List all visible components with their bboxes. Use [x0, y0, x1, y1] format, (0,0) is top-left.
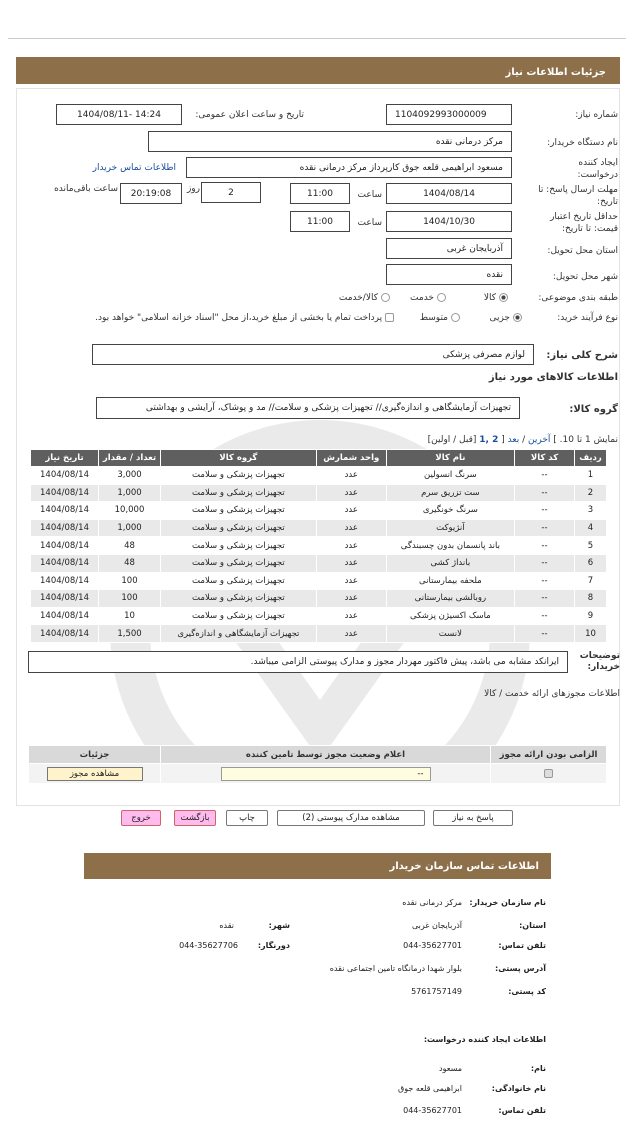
items-col-header: ردیف	[575, 450, 607, 467]
summary-field: لوازم مصرفی پزشکی	[92, 344, 534, 365]
table-cell: 10,000	[99, 502, 161, 520]
table-cell: 7	[575, 572, 607, 590]
radio-selected-icon	[513, 313, 522, 322]
creator-phone: 044-35627701	[403, 1106, 462, 1115]
table-cell: --	[515, 502, 575, 520]
table-cell: روبالشی بیمارستانی	[386, 590, 514, 608]
table-cell: 3	[575, 502, 607, 520]
table-cell: --	[515, 572, 575, 590]
items-col-header: تعداد / مقدار	[99, 450, 161, 467]
table-cell: 1404/08/14	[31, 590, 99, 608]
radio-selected-icon	[499, 293, 508, 302]
license-title: اطلاعات مجوزهای ارائه خدمت / کالا	[484, 689, 620, 699]
table-cell: تجهیزات پزشکی و سلامت	[161, 590, 317, 608]
items-col-header: نام کالا	[386, 450, 514, 467]
items-col-header: کد کالا	[515, 450, 575, 467]
contact-phone: 044-35627701	[403, 941, 462, 950]
table-cell: تجهیزات پزشکی و سلامت	[161, 467, 317, 485]
process-minor-label: جزیی	[489, 313, 510, 323]
license-col-status: اعلام وضعیت مجوز توسط تامین کننده	[161, 746, 491, 764]
table-cell: تجهیزات آزمایشگاهی و اندازه‌گیری	[161, 625, 317, 643]
table-row	[31, 607, 607, 625]
city-label: شهر محل تحویل:	[552, 272, 618, 282]
table-cell: --	[515, 484, 575, 502]
table-cell: 1404/08/14	[31, 554, 99, 572]
table-cell: عدد	[316, 572, 386, 590]
pagination-last-link[interactable]: آخرین	[528, 435, 551, 445]
need-number-field: 1104092993000009	[386, 104, 512, 125]
creator-name-label: نام:	[530, 1064, 546, 1073]
table-cell: 1404/08/14	[31, 467, 99, 485]
exit-button[interactable]: خروج	[121, 810, 161, 826]
announce-label: تاریخ و ساعت اعلان عمومی:	[195, 110, 304, 120]
creator-family-label: نام خانوادگی:	[491, 1084, 546, 1093]
buyer-desc-label: توضیحات خریدار:	[579, 651, 620, 672]
table-cell: تجهیزات پزشکی و سلامت	[161, 502, 317, 520]
table-cell: 100	[99, 590, 161, 608]
table-cell: 1404/08/14	[31, 519, 99, 537]
items-table	[30, 449, 607, 643]
deadline-date-field: 1404/08/14	[386, 183, 512, 204]
table-cell: 1,000	[99, 484, 161, 502]
table-cell: --	[515, 625, 575, 643]
table-cell: --	[515, 537, 575, 555]
checked-checkbox-icon	[544, 769, 553, 778]
contact-province: آذربایجان غربی	[411, 921, 462, 930]
table-cell: 1,500	[99, 625, 161, 643]
goods-group-label: گروه کالا:	[569, 404, 618, 415]
table-cell: لانست	[386, 625, 514, 643]
radio-icon	[451, 313, 460, 322]
contact-phone-label: تلفن تماس:	[498, 941, 546, 950]
items-heading: اطلاعات کالاهای مورد نیاز	[488, 372, 618, 383]
table-cell: تجهیزات پزشکی و سلامت	[161, 607, 317, 625]
buyer-org-label: نام دستگاه خریدار:	[547, 138, 618, 148]
remaining-time-field: 20:19:08	[120, 183, 182, 204]
contact-city: نقده	[219, 921, 234, 930]
table-cell: --	[515, 607, 575, 625]
table-cell: 48	[99, 554, 161, 572]
attachments-button[interactable]: مشاهده مدارک پیوستی (2)	[277, 810, 425, 826]
reply-button[interactable]: پاسخ به نیاز	[433, 810, 513, 826]
table-cell: سرنگ انسولین	[386, 467, 514, 485]
pagination-bracket: ]	[553, 435, 557, 445]
print-button[interactable]: چاپ	[226, 810, 268, 826]
summary-label: شرح کلی نیاز:	[546, 350, 618, 361]
process-radio-medium[interactable]	[420, 313, 460, 323]
table-cell: سرنگ خونگیری	[386, 502, 514, 520]
table-cell: عدد	[316, 502, 386, 520]
table-cell: 1404/08/14	[31, 607, 99, 625]
process-medium-label: متوسط	[419, 313, 448, 323]
treasury-note: پرداخت تمام یا بخشی از مبلغ خرید،از محل "اسناد خزانه اسلامی" خواهد بود.	[95, 313, 383, 323]
table-cell: تجهیزات پزشکی و سلامت	[161, 554, 317, 572]
table-cell: --	[515, 519, 575, 537]
table-cell: تجهیزات پزشکی و سلامت	[161, 572, 317, 590]
table-cell: ملحفه بیمارستانی	[386, 572, 514, 590]
province-field: آذربایجان غربی	[386, 238, 512, 259]
radio-icon	[381, 293, 390, 302]
category-label: طبقه بندی موضوعی:	[538, 293, 618, 303]
table-cell: --	[515, 554, 575, 572]
items-col-header: تاریخ نیاز	[31, 450, 99, 467]
contact-org-label: نام سازمان خریدار:	[469, 898, 546, 907]
treasury-checkbox-row[interactable]	[95, 313, 394, 323]
table-cell: عدد	[316, 467, 386, 485]
contact-city-label: شهر:	[268, 921, 290, 930]
table-cell: ست تزریق سرم	[386, 484, 514, 502]
creator-label: ایجاد کننده درخواست:	[577, 158, 618, 180]
checkbox-icon	[385, 313, 394, 322]
category-goods-label: کالا	[483, 293, 496, 303]
validity-time-label: ساعت	[357, 218, 382, 228]
table-cell: 1404/08/14	[31, 484, 99, 502]
table-cell: باند پانسمان بدون چسبندگی	[386, 537, 514, 555]
remaining-label: ساعت باقی‌مانده	[54, 184, 118, 194]
table-row	[31, 572, 607, 590]
creator-family: ابراهیمی قلعه جوق	[397, 1084, 462, 1093]
deadline-time-label: ساعت	[357, 190, 382, 200]
contact-fax-label: دورنگار:	[257, 941, 290, 950]
table-row	[31, 625, 607, 643]
process-radio-minor[interactable]	[489, 313, 522, 323]
contact-postal-label: کد پستی:	[508, 987, 546, 996]
table-row	[31, 537, 607, 555]
table-cell: 10	[575, 625, 607, 643]
category-radio-service[interactable]	[410, 293, 446, 303]
table-row	[31, 502, 607, 520]
view-license-button[interactable]: مشاهده مجوز	[47, 767, 143, 781]
table-cell: 9	[575, 607, 607, 625]
pagination-next-link[interactable]: بعد	[507, 435, 520, 445]
pagination-pages[interactable]: 2 ,1	[479, 435, 499, 445]
table-cell: عدد	[316, 625, 386, 643]
category-radio-both[interactable]	[339, 293, 390, 303]
table-cell: عدد	[316, 590, 386, 608]
license-table	[28, 745, 607, 784]
goods-group-field: تجهیزات آزمایشگاهی و اندازه‌گیری// تجهیزات پزشکی و سلامت// مد و پوشاک، آرایشی و بهداشتی	[96, 397, 520, 419]
deadline-time-field: 11:00	[290, 183, 350, 204]
license-details-cell	[29, 764, 161, 784]
license-status-cell	[161, 764, 491, 784]
contact-postal: 5761757149	[411, 987, 462, 996]
process-label: نوع فرآیند خرید:	[557, 313, 618, 323]
pagination	[428, 435, 618, 445]
creator-field: مسعود ابراهیمی قلعه جوق کارپرداز مرکز درمانی نقده	[186, 157, 512, 178]
table-cell: --	[515, 590, 575, 608]
table-cell: 100	[99, 572, 161, 590]
table-cell: 1404/08/14	[31, 537, 99, 555]
back-button[interactable]: بازگشت	[174, 810, 216, 826]
radio-icon	[437, 293, 446, 302]
pagination-bracket: [	[501, 435, 505, 445]
creator-name: مسعود	[439, 1064, 462, 1073]
table-cell: تجهیزات پزشکی و سلامت	[161, 484, 317, 502]
license-col-required: الزامی بودن ارائه مجوز	[491, 746, 607, 764]
buyer-contact-link[interactable]: اطلاعات تماس خریدار	[92, 163, 176, 173]
table-cell: 3,000	[99, 467, 161, 485]
table-cell: تجهیزات پزشکی و سلامت	[161, 519, 317, 537]
pagination-prev-first: [قبل / اولین]	[427, 435, 477, 445]
table-cell: آنژیوکت	[386, 519, 514, 537]
table-cell: 5	[575, 537, 607, 555]
table-row	[31, 484, 607, 502]
city-field: نقده	[386, 264, 512, 285]
buyer-desc-field: ایرانکد مشابه می باشد، پیش فاکتور مهردار مجوز و مدارک پیوستی الزامی میباشد.	[28, 651, 568, 673]
table-cell: 1,000	[99, 519, 161, 537]
license-col-details: جزئیات	[29, 746, 161, 764]
table-row	[31, 590, 607, 608]
table-cell: 10	[99, 607, 161, 625]
table-cell: عدد	[316, 484, 386, 502]
creator-phone-label: تلفن تماس:	[498, 1106, 546, 1115]
table-cell: ماسک اکسیژن پزشکی	[386, 607, 514, 625]
table-cell: 48	[99, 537, 161, 555]
table-cell: 1404/08/14	[31, 502, 99, 520]
announce-field: 1404/08/11- 14:24	[56, 104, 182, 125]
table-cell: 1404/08/14	[31, 625, 99, 643]
deadline-label: مهلت ارسال پاسخ: تا تاریخ:	[538, 185, 618, 207]
items-col-header: واحد شمارش	[316, 450, 386, 467]
table-cell: 6	[575, 554, 607, 572]
creator-info-title: اطلاعات ایجاد کننده درخواست:	[423, 1035, 546, 1044]
contact-province-label: استان:	[519, 921, 546, 930]
table-cell: عدد	[316, 537, 386, 555]
table-cell: --	[515, 467, 575, 485]
validity-time-field: 11:00	[290, 211, 350, 232]
table-cell: 1404/08/14	[31, 572, 99, 590]
table-cell: عدد	[316, 554, 386, 572]
validity-date-field: 1404/10/30	[386, 211, 512, 232]
need-number-label: شماره نیاز:	[575, 110, 618, 120]
table-cell: 8	[575, 590, 607, 608]
table-cell: عدد	[316, 519, 386, 537]
license-required-cell	[491, 764, 607, 784]
category-service-label: خدمت	[410, 293, 434, 303]
table-cell: 2	[575, 484, 607, 502]
table-cell: بانداژ کشی	[386, 554, 514, 572]
top-divider	[8, 38, 626, 39]
pagination-sep: /	[522, 435, 526, 445]
contact-address: بلوار شهدا درمانگاه تامین اجتماعی نقده	[329, 964, 462, 973]
province-label: استان محل تحویل:	[547, 246, 618, 256]
category-both-label: کالا/خدمت	[338, 293, 378, 303]
pagination-showing: نمایش 1 تا 10.	[559, 435, 618, 445]
section-header: جزئیات اطلاعات نیاز	[16, 57, 620, 84]
category-radio-goods[interactable]	[484, 293, 508, 303]
table-row	[31, 554, 607, 572]
contact-fax: 044-35627706	[179, 941, 238, 950]
table-cell: 4	[575, 519, 607, 537]
contact-header: اطلاعات تماس سازمان خریدار	[84, 853, 551, 879]
contact-org: مرکز درمانی نقده	[402, 898, 462, 907]
items-col-header: گروه کالا	[161, 450, 317, 467]
table-cell: 1	[575, 467, 607, 485]
license-status-field: --	[221, 767, 431, 781]
contact-address-label: آدرس پستی:	[495, 964, 546, 973]
table-cell: عدد	[316, 607, 386, 625]
days-remaining-field: 2	[201, 182, 261, 203]
table-row	[31, 519, 607, 537]
days-label: روز	[186, 184, 200, 194]
validity-label: حداقل تاریخ اعتبار قیمت: تا تاریخ:	[550, 212, 618, 234]
table-row	[31, 467, 607, 485]
buyer-org-field: مرکز درمانی نقده	[148, 131, 512, 152]
table-cell: تجهیزات پزشکی و سلامت	[161, 537, 317, 555]
